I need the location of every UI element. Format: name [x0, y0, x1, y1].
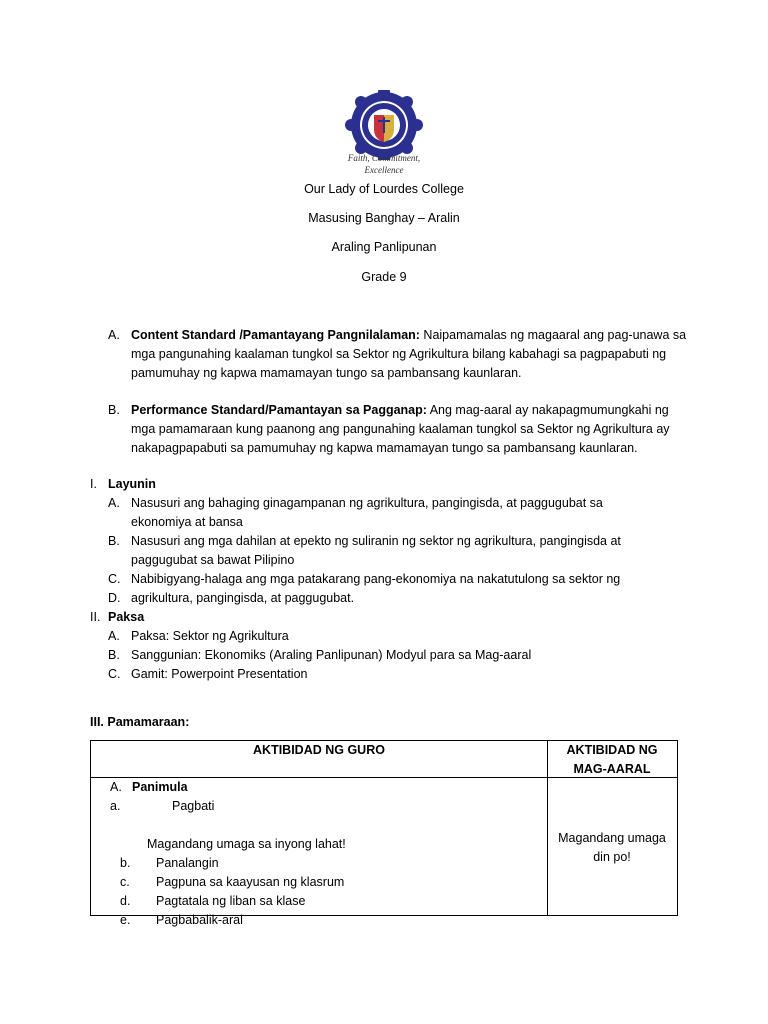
college-motto: Faith, Commitment, Excellence — [347, 153, 421, 175]
section-title: Layunin — [108, 477, 156, 491]
performance-standard-text: nakapagpapabuti sa pamumuhay ng kapwa mamamayan tungo sa pambansang kaunlaran. — [131, 441, 638, 455]
table-section-heading: A. Panimula — [110, 780, 188, 794]
document-type: Masusing Banghay – Aralin — [308, 211, 460, 225]
table-row: e. Pagbabalik-aral — [120, 913, 243, 927]
content-standard-text: mga pangunahing kaalaman tungkol sa Sektor ng Agrikultura bilang kabahagi sa pagpapabuti ng — [131, 347, 667, 361]
section-marker: II. — [90, 610, 101, 624]
student-activity-header: AKTIBIDAD NG MAG-AARAL — [566, 743, 658, 776]
list-marker: A. — [108, 328, 120, 342]
performance-standard-label: Performance Standard/Pamantayan sa Pagganap: — [131, 403, 427, 417]
content-standard-text: pamumuhay ng kapwa mamamayan tungo sa pambansang kaunlaran. — [131, 366, 522, 380]
list-item: C. Nabibigyang-halaga ang mga patakarang pang-ekonomiya na nakatutulong sa sektor ng — [108, 572, 621, 586]
table-row: b. Panalangin — [120, 856, 219, 870]
activity-table — [90, 740, 678, 927]
performance-standard-text: mga pamamaraan kung paanong ang pangunahing kaalaman tungkol sa Sektor ng Agrikultura ay — [131, 422, 670, 436]
list-item: B. Sanggunian: Ekonomiks (Araling Panlipunan) Modyul para sa Mag-aaral — [108, 648, 532, 662]
paksa-section — [90, 608, 690, 627]
list-item: B. Nasusuri ang mga dahilan at epekto ng suliranin ng sektor ng agrikultura, pangingisda at paggugubat sa bawat Pilipino — [108, 534, 621, 567]
section-title: Paksa — [108, 610, 145, 624]
content-standard — [108, 326, 688, 383]
student-activity-cell: Magandang umaga din po! — [558, 831, 666, 864]
list-item: C. Gamit: Powerpoint Presentation — [108, 667, 308, 681]
table-row: d. Pagtatala ng liban sa klase — [120, 894, 306, 908]
list-item: D. agrikultura, pangingisda, at paggugubat. — [108, 591, 355, 605]
grade-level: Grade 9 — [361, 270, 407, 284]
section-marker: I. — [90, 477, 97, 491]
layunin-section — [90, 475, 690, 684]
content-standard-label: Content Standard /Pamantayang Pangnilalaman: — [131, 328, 420, 342]
subject-title: Araling Panlipunan — [331, 240, 437, 254]
school-name: Our Lady of Lourdes College — [304, 182, 464, 196]
teacher-activity-cell — [91, 778, 547, 930]
list-item: A. Paksa: Sektor ng Agrikultura — [108, 629, 289, 643]
performance-standard-text: Ang mag-aaral ay nakapagmumungkahi ng — [426, 403, 669, 417]
list-marker: B. — [108, 403, 120, 417]
table-row: Magandang umaga sa inyong lahat! — [147, 837, 346, 851]
pamamaraan-title: III. Pamamaraan: — [90, 715, 190, 729]
performance-standard — [108, 401, 688, 458]
list-item: A. Nasusuri ang bahaging ginagampanan ng agrikultura, pangingisda, at paggugubat sa ekonomiya at bansa — [108, 496, 603, 529]
content-standard-text: Naipamamalas ng magaaral ang pag-unawa sa — [419, 328, 687, 342]
teacher-activity-header: AKTIBIDAD NG GURO — [253, 743, 385, 757]
table-row: c. Pagpuna sa kaayusan ng klasrum — [120, 875, 345, 889]
table-row: a. Pagbati — [110, 799, 215, 813]
